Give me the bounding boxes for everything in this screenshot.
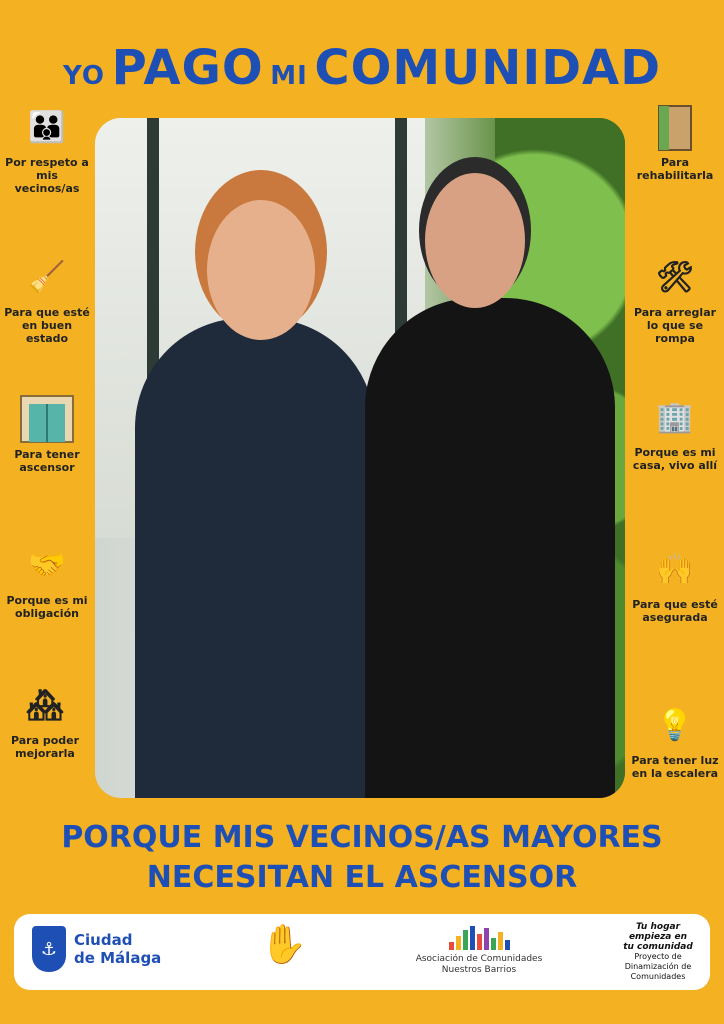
left-item-obligacion — [2, 540, 92, 620]
right-item-rehabilitarla — [630, 102, 720, 182]
hogar-line-2: empieza en — [628, 932, 688, 942]
asociacion-logo — [414, 926, 544, 976]
malaga-line-1: Ciudad — [74, 931, 133, 949]
left-item-label: Por respeto a mis vecinos/as — [5, 156, 89, 195]
handshake-contract-icon: 🤝 — [28, 547, 66, 583]
left-item-buen-estado — [2, 252, 92, 345]
buildings-sun-icon: 🏘 — [25, 687, 65, 723]
stairs-light-icon: 💡 — [656, 707, 694, 743]
page-title — [0, 40, 724, 96]
assoc-line-1: Asociación de Comunidades — [415, 954, 543, 964]
man-figure — [365, 298, 615, 798]
hand-logo-icon: ✋ — [260, 922, 308, 966]
left-item-ascensor — [2, 394, 92, 474]
slogan-line-2: NECESITAN EL ASCENSOR — [146, 860, 578, 895]
malaga-shield-icon: ⚓ — [32, 926, 66, 972]
man-head — [425, 173, 525, 308]
woman-figure — [135, 318, 375, 798]
elevator-icon — [18, 394, 76, 444]
slogan — [0, 818, 724, 898]
left-item-respeto — [2, 102, 92, 195]
left-item-label: Porque es mi obligación — [6, 594, 88, 620]
assoc-line-2: Nuestros Barrios — [441, 965, 517, 975]
right-item-label: Para arreglar lo que se rompa — [633, 306, 717, 345]
title-word-pago: PAGO — [111, 40, 264, 96]
tu-hogar-logo — [612, 922, 704, 982]
apartment-building-icon: 🏢 — [656, 399, 694, 435]
building-block-icon — [646, 102, 704, 152]
right-item-label: Para rehabilitarla — [636, 156, 714, 182]
malaga-line-2: de Málaga — [74, 949, 162, 967]
right-item-arreglar — [630, 252, 720, 345]
skyline-bars-icon — [414, 926, 544, 950]
repair-tools-house-icon: 🛠 — [655, 259, 695, 295]
right-item-luz-escalera — [630, 700, 720, 780]
title-word-yo: YO — [62, 61, 105, 91]
right-item-asegurada — [630, 544, 720, 624]
ciudad-de-malaga-logo — [32, 926, 161, 972]
right-item-mi-casa — [630, 392, 720, 472]
hands-protecting-buildings-icon: 🙌 — [656, 551, 694, 587]
family-icon: 👪 — [28, 109, 66, 145]
cleaning-tools-icon: 🧹 — [28, 259, 66, 295]
hogar-line-1: Tu hogar — [635, 922, 681, 932]
hogar-caption: Proyecto de Dinamización de Comunidades — [624, 952, 692, 981]
right-item-label: Para que esté asegurada — [632, 598, 718, 624]
right-item-label: Porque es mi casa, vivo allí — [632, 446, 718, 472]
woman-head — [207, 200, 315, 340]
left-item-mejorarla — [0, 680, 90, 760]
couple-photo — [95, 118, 625, 798]
title-word-comunidad: COMUNIDAD — [314, 40, 662, 96]
right-item-label: Para tener luz en la escalera — [631, 754, 719, 780]
hogar-line-3: tu comunidad — [623, 942, 693, 952]
title-word-mi: MI — [270, 61, 308, 91]
left-item-label: Para poder mejorarla — [10, 734, 80, 760]
left-item-label: Para tener ascensor — [14, 448, 80, 474]
slogan-line-1: PORQUE MIS VECINOS/AS MAYORES — [61, 820, 663, 855]
left-item-label: Para que esté en buen estado — [4, 306, 90, 345]
sponsor-footer — [14, 914, 710, 990]
